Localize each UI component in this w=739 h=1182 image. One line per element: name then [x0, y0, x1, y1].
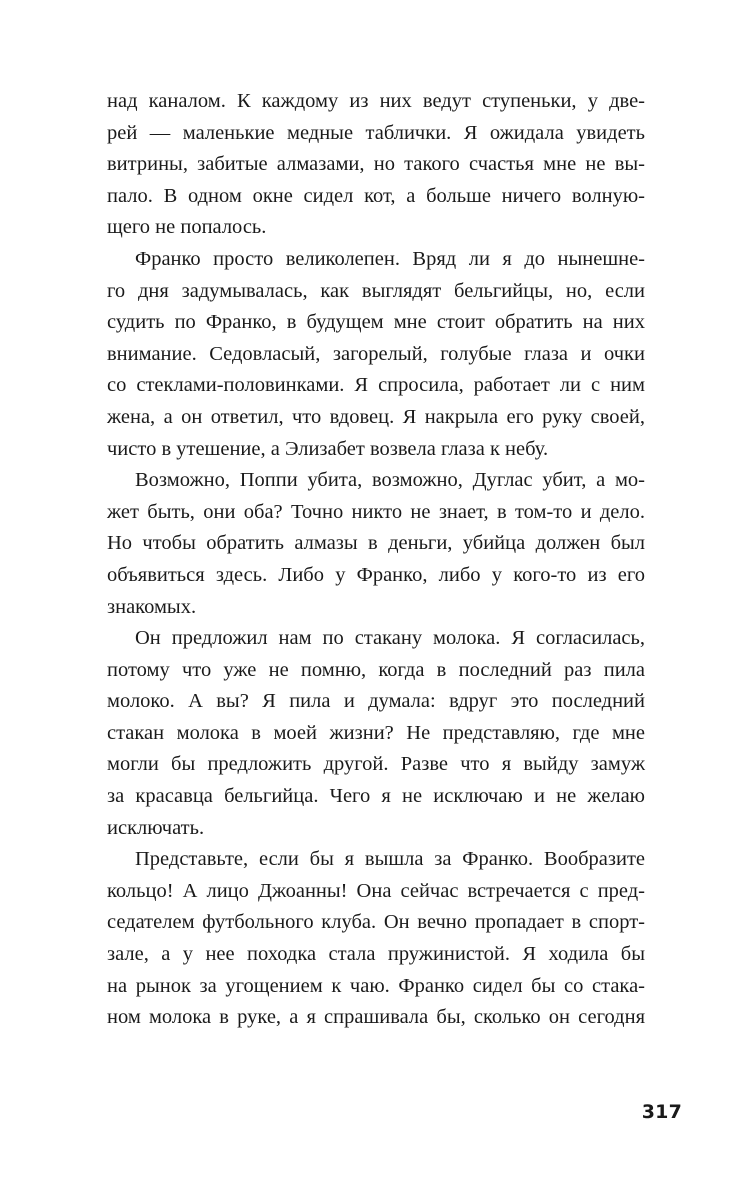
text-line: за красавца бельгийца. Чего я не исключаю и не желаю — [107, 785, 645, 808]
text-line: над каналом. К каждому из них ведут ступеньки, у две- — [107, 90, 645, 112]
text-line: на рынок за угощением к чаю. Франко сидел бы со стака- — [107, 974, 645, 997]
text-line: пало. В одном окне сидел кот, а больше ничего волную- — [107, 184, 645, 207]
paragraph-first-line: Он предложил нам по стакану молока. Я согласилась, — [135, 627, 645, 650]
text-line: стакан молока в моей жизни? Не представляю, где мне — [107, 721, 645, 744]
text-line: витрины, забитые алмазами, но такого счастья мне не вы- — [107, 153, 645, 176]
text-line: жена, а он ответил, что вдовец. Я накрыла его руку своей, — [107, 405, 645, 428]
paragraph-first-line: Представьте, если бы я вышла за Франко. Вообразите — [135, 848, 645, 871]
text-line: чисто в утешение, а Элизабет возвела глаза к небу. — [107, 437, 549, 460]
text-line: щего не попалось. — [107, 216, 267, 239]
text-line: могли бы предложить другой. Разве что я выйду замуж — [107, 753, 645, 776]
text-line: молоко. А вы? Я пила и думала: вдруг это последний — [107, 690, 645, 713]
text-line: го дня задумывалась, как выглядят бельгийцы, но, если — [107, 279, 645, 302]
text-line: Но чтобы обратить алмазы в деньги, убийца должен был — [107, 532, 645, 555]
text-line: жет быть, они оба? Точно никто не знает, в том-то и дело. — [107, 500, 645, 523]
text-line: внимание. Седовласый, загорелый, голубые глаза и очки — [107, 342, 645, 365]
paragraph-first-line: Франко просто великолепен. Вряд ли я до нынешне- — [135, 247, 645, 270]
text-line: знакомых. — [107, 595, 197, 618]
page-number: 317 — [641, 1101, 682, 1123]
text-line: рей — маленькие медные таблички. Я ожидала увидеть — [107, 121, 645, 144]
text-line: зале, а у нее походка стала пружинистой. Я ходила бы — [107, 943, 645, 966]
text-line: седателем футбольного клуба. Он вечно пропадает в спорт- — [107, 911, 645, 934]
paragraph-first-line: Возможно, Поппи убита, возможно, Дуглас убит, а мо- — [135, 469, 645, 492]
text-line: кольцо! А лицо Джоанны! Она сейчас встречается с пред- — [107, 879, 645, 902]
text-line: потому что уже не помню, когда в последний раз пила — [107, 658, 645, 681]
body-text — [107, 86, 645, 1034]
text-line: исключать. — [107, 816, 205, 839]
text-line: со стеклами-половинками. Я спросила, работает ли с ним — [107, 374, 645, 397]
text-line: объявиться здесь. Либо у Франко, либо у кого-то из его — [107, 563, 645, 586]
text-line: судить по Франко, в будущем мне стоит обратить на них — [107, 311, 645, 334]
text-line: ном молока в руке, а я спрашивала бы, сколько он сегодня — [107, 1006, 645, 1029]
